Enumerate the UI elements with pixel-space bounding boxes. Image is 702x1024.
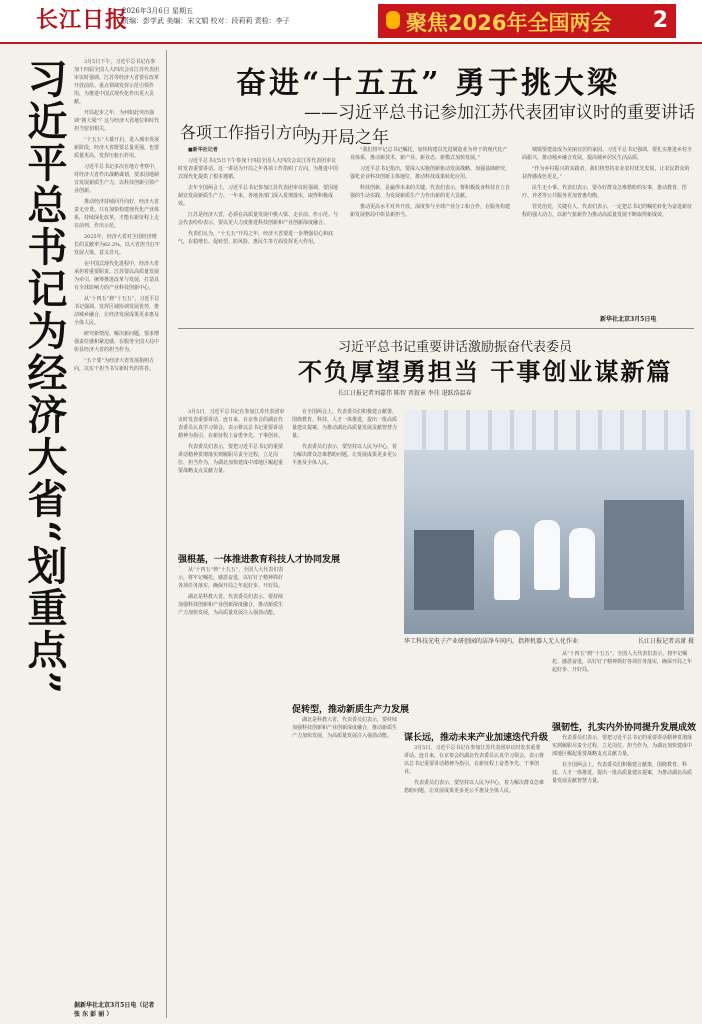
paragraph: 代表委员们表示，要把习近平总书记的重要讲话精神贯彻落实到履职尽责全过程，立足岗位、担当作为，为湖北加快建成中部地区崛起重要战略支点贡献力量。 <box>552 735 693 757</box>
left-vertical-headline: 习近平总书记为经济大省“划重点” <box>21 58 68 697</box>
paragraph: 在中国式现代化进程中，经济大省承担着重要职责。江苏要以高质量发展为牵引，统筹推进改革与发展，打造具有全球影响力的产业科技创新中心。 <box>74 261 160 291</box>
second-pre-headline: 习近平总书记重要讲话激励振奋代表委员 <box>338 340 573 355</box>
main-article-column-3 <box>522 146 694 312</box>
paragraph: 从“十四五”到“十五五”，全国人大代表们表示，将牢记嘱托、感恩奋进，以钉钉子精神抓好各项任务落实，确保开局之年起好步、开好局。 <box>552 651 693 673</box>
machine <box>414 530 474 610</box>
paragraph: 习近平总书记多次在地方考察中，对经济大省作出战略谋划，要求因地制宜发展新质生产力，以科技创新引领产业创新。 <box>74 164 160 194</box>
ceiling-lights <box>404 410 694 450</box>
paragraph: 开局起步之年，为何如此突出强调“挑大梁”？这与经济大省地位和时代担当密切相关。 <box>74 110 160 132</box>
main-headline: 奋进“十五五” 勇于挑大梁 <box>236 66 620 101</box>
paragraph: 习近平总书记5日下午参加十四届全国人大四次会议江苏代表团审议时发表重要讲话。这一讲话为开局之年各项工作指明了方向，为推进中国式现代化提供了根本遵循。 <box>178 158 339 180</box>
paragraph: 代表委员们表示，要坚持以人民为中心，着力解决群众急难愁盼问题，让发展成果更多更公平惠及全体人民。 <box>292 444 398 466</box>
second-article-column-1a <box>178 408 286 550</box>
paragraph: 3月5日下午，习近平总书记在参加十四届全国人大四次会议江苏代表团审议时强调，江苏等经济大省要在改革开放前沿、重点领域发挥示范引领作用，为推进中国式现代化作出更大贡献。 <box>74 59 160 105</box>
paragraph: 去年全国两会上，习近平总书记参加江苏代表团审议时强调，要因地制宜发展新质生产力。一年来，各地各部门深入贯彻落实，取得积极成效。 <box>178 185 339 207</box>
caption-text: 华工科技光电子产业研创园的洁净车间内，指挥机器人无人化作业 <box>404 638 579 645</box>
paragraph: 在全国两会上，代表委员们积极建言献策，围绕教育、科技、人才一体推进，提出一批高质量建议提案，为推动湖北高质量发展贡献智慧力量。 <box>552 762 693 784</box>
paragraph: 管党治党，关键在人。代表们表示，一定把总书记的嘱托转化为奋进新征程的强大动力，以新气象新作为推动高质量发展不断取得新成效。 <box>522 204 693 218</box>
subhead: 强韧性，扎实内外协同提升发展成效 <box>552 723 697 733</box>
newspaper-logo: 长江日报 <box>36 7 129 33</box>
machine <box>604 500 684 610</box>
paragraph: 科技创新，是赢得未来的关键。代表们表示，将积极投身科技自立自强的生动实践，为发展新质生产力作出新的更大贡献。 <box>350 185 511 199</box>
paragraph: 江苏是经济大省，必须在高质量发展中挑大梁、走在前、作示范。与会代表纷纷表示，要以更大力度推进科技创新和产业创新深度融合。 <box>178 212 339 226</box>
edition-date: 2026年3月6日 星期五 <box>122 7 193 15</box>
paragraph: 在全国两会上，代表委员们积极建言献策，围绕教育、科技、人才一体推进，提出一批高质量建议提案，为推动湖北高质量发展贡献智慧力量。 <box>292 409 398 439</box>
paragraph: 代表委员们表示，要坚持以人民为中心，着力解决群众急难愁盼问题，让发展成果更多更公平惠及全体人民。 <box>404 780 544 794</box>
worker-figure <box>494 530 520 600</box>
main-subheadline-line2: 各项工作指引方向 <box>180 123 309 142</box>
paragraph: 3月5日，习近平总书记在参加江苏代表团审议时发表重要讲话。连日来，在京参会的湖北代表委员认真学习领会，表示将以总书记重要讲话精神为指引，在新征程上奋勇争先、干事创业。 <box>178 409 285 439</box>
second-article-column-4b <box>552 734 694 1018</box>
paragraph: 代表委员们表示，要把习近平总书记的重要讲话精神贯彻落实到履职尽责全过程，立足岗位、担当作为，为湖北加快建成中部地区崛起重要战略支点贡献力量。 <box>178 444 284 474</box>
left-article-body <box>74 58 160 1018</box>
paragraph: “十五五”大幕开启，进入城市发展新阶段，经济大省既要总量更强，也要质量更高，发挥压舱石作用。 <box>74 137 160 159</box>
subhead: 谋长远，推动未来产业加速迭代升级 <box>404 733 549 743</box>
main-article-column-1 <box>178 146 340 322</box>
reporters-line: 长江日报记者刘嘉伟 陈智 晋叙章 李佳 谌跃浩温春 <box>338 390 472 397</box>
second-article-column-4a <box>552 650 694 716</box>
second-article-column-2a <box>292 408 398 698</box>
subhead: 促转型，推动新质生产力发展 <box>292 705 410 715</box>
section-banner <box>378 4 676 38</box>
paragraph: 湖北是科教大省。代表委员们表示，要持续加强科技创新和产业创新深度融合，推动新质生产力加快发展，为高质量发展注入强劲动能。 <box>178 594 284 616</box>
paragraph: “五个要”为经济大省发展指明方向，以实干担当书写新时代的答卷。 <box>74 358 155 372</box>
section-rule <box>178 328 694 329</box>
factory-photo <box>404 410 694 634</box>
paragraph: 推动经济持续回升向好，经济大省责无旁贷。只有加快构建现代化产业体系，持续深化改革，才能在新征程上走在前列、作出示范。 <box>74 199 160 229</box>
lantern-icon <box>386 11 400 29</box>
byline: ■新华社记者 <box>188 147 218 153</box>
paragraph: “我们将牢记总书记嘱托，加快构建以先进制造业为骨干的现代化产业体系，推动新技术、新产业、新业态、新模式加快发展。” <box>350 147 508 161</box>
second-article-column-1b <box>178 566 286 1018</box>
paragraph: 民生无小事。代表们表示，要办好群众急难愁盼的实事，推动教育、医疗、养老等公共服务更加普惠均衡。 <box>522 185 688 199</box>
page-number: 2 <box>652 8 668 33</box>
paragraph: 习近平总书记指出，要深入实施创新驱动发展战略，加强基础研究，强化企业科技创新主体地位，推动科技成果转化应用。 <box>350 166 511 180</box>
edition-editors: 责编：彭学武 美编：宋文娟 校对：段莉莉 责检：李子 <box>122 17 290 25</box>
worker-figure <box>534 520 560 590</box>
main-subheadline: ——习近平总书记参加江苏代表团审议时的重要讲话为开局之年 <box>304 103 695 148</box>
subhead: 强根基，一体推进教育科技人才协同发展 <box>178 555 341 565</box>
paragraph: 湖北是科教大省。代表委员们表示，要持续加强科技创新和产业创新深度融合，推动新质生产力加快发展，为高质量发展注入强劲动能。 <box>292 717 398 739</box>
paragraph: 城镇要建设成为美丽宜居的家园。习近平总书记强调，要扎实推进乡村全面振兴，推动城乡融合发展，提高城乡居民生活品质。 <box>522 147 693 161</box>
second-article-column-2b <box>292 716 398 1016</box>
paragraph: 2025年，经济大省对全国经济增长的贡献率为62.2%，以大省担当扛牢发展大梁，意义非凡。 <box>74 234 160 256</box>
left-article-sign: 据新华社北京3月5日电（记者 张 东 彭 丽 ） <box>74 1002 155 1018</box>
masthead <box>0 0 702 44</box>
paragraph: 推动更高水平对外开放，深度参与全球产业分工和合作，在服务构建新发展格局中彰显新担当。 <box>350 204 511 218</box>
paragraph: “作为乡村振兴的实践者，我们将坚持农业农村优先发展，让农民群众的获得感成色更足。” <box>522 166 690 180</box>
paragraph: 从“十四五”到“十五五”，全国人大代表们表示，将牢记嘱托、感恩奋进，以钉钉子精神抓好各项任务落实，确保开局之年起好步、开好局。 <box>178 567 284 589</box>
worker-figure <box>569 528 595 598</box>
paragraph: 3月5日，习近平总书记在参加江苏代表团审议时发表重要讲话。连日来，在京参会的湖北代表委员认真学习领会，表示将以总书记重要讲话精神为指引，在新征程上奋勇争先、干事创业。 <box>404 745 544 775</box>
photo-credit: 长江日报记者高萧 摄 <box>638 638 694 645</box>
second-article-column-3 <box>404 744 544 1018</box>
column-divider <box>166 50 167 1018</box>
paragraph: 代表们认为，“十五五”开局之年，经济大省要进一步增强信心和底气，在稳增长、促转型、防风险、惠民生等方面发挥更大作用。 <box>178 231 334 245</box>
main-article-column-2 <box>350 146 512 322</box>
section-title: 聚焦2026年全国两会 <box>406 11 612 35</box>
main-article-sign: 新华社北京3月5日电 <box>600 316 657 323</box>
photo-caption <box>404 636 694 645</box>
paragraph: 从“十四五”到“十五五”，习近平总书记强调，发挥区域协调发展优势，推动城乡融合，让经济发展成果更多惠及全体人民。 <box>74 296 160 326</box>
paragraph: 研究新情况、解决新问题，要求增强责任感和紧迫感，在服务全国大局中彰显经济大省的担当作为。 <box>74 331 160 353</box>
second-headline: 不负厚望勇担当 干事创业谋新篇 <box>298 357 673 386</box>
